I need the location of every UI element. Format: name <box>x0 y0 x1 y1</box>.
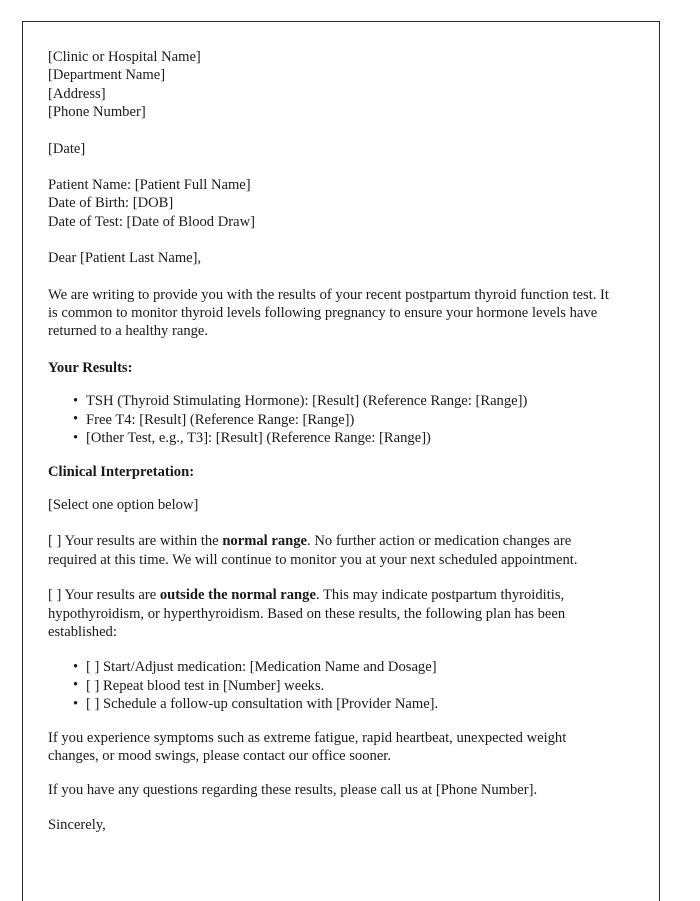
option-abnormal-emphasis: outside the normal range <box>159 587 316 604</box>
questions-paragraph: If you have any questions regarding these results, please call us at [Phone Number]. <box>48 782 538 799</box>
letterhead-department-name: [Department Name] <box>48 67 166 84</box>
list-item-repeat-blood-test[interactable]: • [ ] Repeat blood test in [Number] weeks. <box>48 677 614 695</box>
list-item-other-test: • [Other Test, e.g., T3]: [Result] (Reference Range: [Range]) <box>48 429 614 447</box>
plan-list <box>48 658 614 713</box>
letterhead-clinic-name: [Clinic or Hospital Name] <box>48 49 201 65</box>
list-item-tsh: • TSH (Thyroid Stimulating Hormone): [Result] (Reference Range: [Range]) <box>48 392 614 410</box>
list-item-schedule-followup[interactable]: • [ ] Schedule a follow-up consultation with [Provider Name]. <box>48 695 614 713</box>
interpretation-heading: Clinical Interpretation: <box>48 463 195 480</box>
letterhead-block <box>48 48 614 122</box>
list-item-free-t4: • Free T4: [Result] (Reference Range: [Range]) <box>48 411 614 429</box>
patient-info-block <box>48 176 614 231</box>
patient-dob-line: Date of Birth: [DOB] <box>48 195 174 212</box>
letterhead-address: [Address] <box>48 85 106 102</box>
document-body <box>48 48 614 834</box>
list-item-start-adjust-medication[interactable]: • [ ] Start/Adjust medication: [Medication Name and Dosage] <box>48 658 614 676</box>
checkbox-normal-range[interactable]: [ ] <box>48 533 62 550</box>
patient-test-date-line: Date of Test: [Date of Blood Draw] <box>48 213 256 230</box>
results-list <box>48 392 614 447</box>
date-line: [Date] <box>48 140 86 157</box>
option-normal-emphasis: normal range <box>222 533 308 550</box>
salutation: Dear [Patient Last Name], <box>48 250 202 267</box>
results-heading: Your Results: <box>48 359 133 376</box>
intro-paragraph: We are writing to provide you with the results of your recent postpartum thyroid function test. It is common to monitor thyroid levels following pregnancy to ensure your hormone levels have returned to a healthy range. <box>48 286 609 340</box>
option-normal-text-after: . No further action or medication changes are required at this time. We will continue to monitor you at your next scheduled appointment. <box>48 533 578 568</box>
letterhead-phone-number: [Phone Number] <box>48 104 146 121</box>
option-outside-normal-range <box>48 586 614 641</box>
patient-name-line: Patient Name: [Patient Full Name] <box>48 177 251 194</box>
document-page <box>22 21 660 901</box>
symptoms-paragraph: If you experience symptoms such as extreme fatigue, rapid heartbeat, unexpected weight changes, or mood swings, please contact our office sooner. <box>48 729 567 764</box>
select-option-instruction: [Select one option below] <box>48 496 199 513</box>
signoff: Sincerely, <box>48 816 106 833</box>
option-normal-range <box>48 532 614 569</box>
option-abnormal-text-after: . This may indicate postpartum thyroiditis, hypothyroidism, or hyperthyroidism. Based on these results, the following plan has been established: <box>48 587 566 640</box>
checkbox-outside-normal-range[interactable]: [ ] <box>48 587 62 604</box>
option-abnormal-text-before: Your results are <box>61 587 160 604</box>
option-normal-text-before: Your results are within the <box>61 533 223 550</box>
